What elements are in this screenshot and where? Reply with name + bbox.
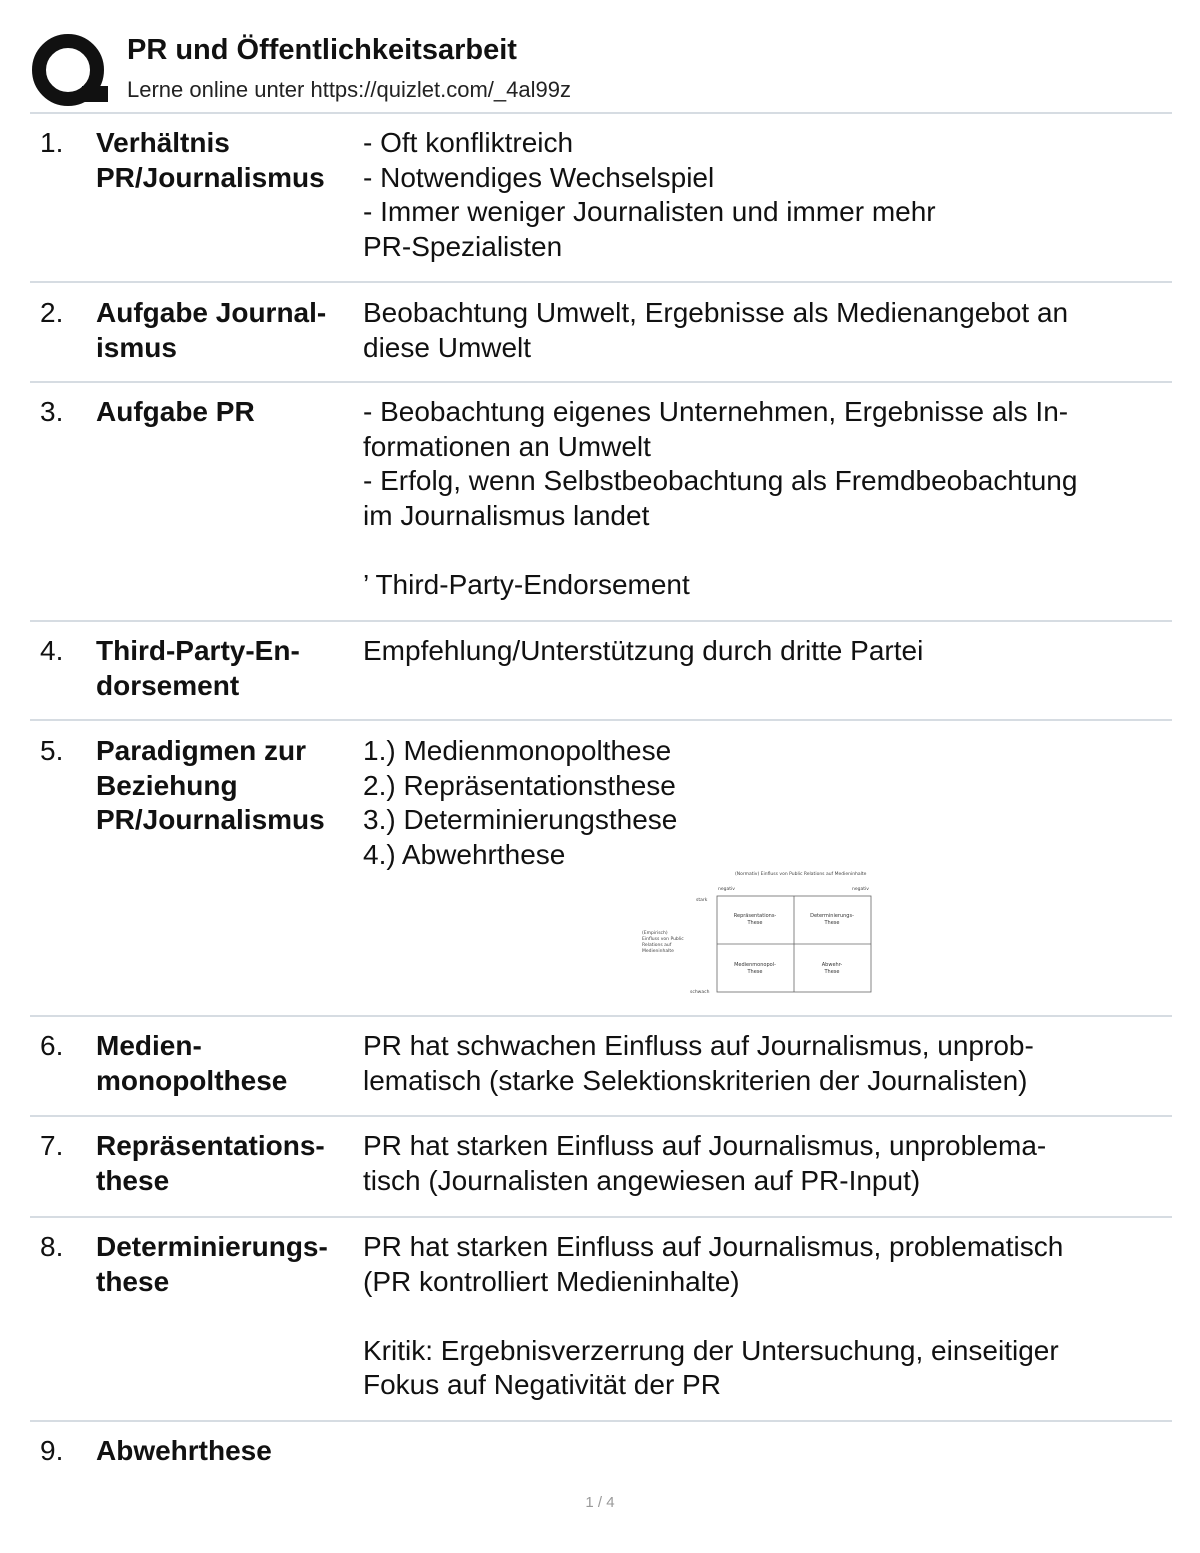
divider (30, 112, 1172, 114)
document-header (30, 28, 1172, 108)
card-definition (363, 1230, 1173, 1403)
definition-line: 2.) Repräsentationsthese (363, 769, 676, 801)
card-term (96, 1129, 358, 1198)
diagram-side-label: Medieninhalte (642, 949, 674, 954)
divider (30, 620, 1172, 622)
card-term (96, 126, 358, 195)
term-line: Beziehung (96, 769, 238, 801)
definition-line: PR hat starken Einfluss auf Journalismus, problematisch (363, 1231, 1064, 1262)
card-number: 3. (40, 396, 64, 427)
diagram-top-right: negativ (852, 887, 869, 892)
diagram-side-label: (Empirisch) (642, 931, 668, 936)
term-line: Third-Party-En- (96, 635, 300, 666)
definition-line: - Erfolg, wenn Selbstbeobachtung als Fremdbeobachtung (363, 465, 1078, 496)
diagram-cell-label: These (747, 920, 763, 926)
term-line: dorsement (96, 669, 240, 701)
term-line: monopolthese (96, 1064, 288, 1096)
card-definition (363, 734, 1173, 872)
definition-line: Beobachtung Umwelt, Ergebnisse als Medienangebot an (363, 297, 1069, 328)
diagram-top-left: negativ (718, 887, 735, 892)
card-number: 7. (40, 1130, 64, 1161)
card-term (96, 296, 358, 365)
quizlet-q-logo (30, 32, 110, 112)
definition-line: PR hat schwachen Einfluss auf Journalismus, unprob- (363, 1030, 1034, 1061)
term-line: Aufgabe PR (96, 396, 255, 427)
diagram-cell-label: Determinierungs- (810, 913, 854, 919)
definition-line: PR hat starken Einfluss auf Journalismus, unproblema- (363, 1130, 1047, 1161)
definition-line: 4.) Abwehrthese (363, 838, 566, 870)
card-number: 6. (40, 1030, 64, 1061)
definition-line: Empfehlung/Unterstützung durch dritte Partei (363, 635, 924, 666)
paradigm-matrix-diagram (640, 866, 880, 996)
divider (30, 1015, 1172, 1017)
diagram-cell-label: Medienmonopol- (734, 962, 776, 968)
definition-line: formationen an Umwelt (363, 430, 651, 462)
card-term (96, 1434, 358, 1469)
diagram-cell-label: These (824, 920, 840, 926)
definition-blank-line (363, 533, 1173, 568)
definition-line: lematisch (starke Selektionskriterien der Journalisten) (363, 1064, 1028, 1096)
term-line: Aufgabe Journal- (96, 297, 327, 328)
term-line: Determinierungs- (96, 1231, 328, 1262)
definition-line: (PR kontrolliert Medieninhalte) (363, 1265, 740, 1297)
diagram-cell-label: These (747, 969, 763, 975)
definition-line: - Immer weniger Journalisten und immer mehr (363, 196, 936, 227)
term-line: these (96, 1164, 170, 1196)
document-title: PR und Öffentlichkeitsarbeit (127, 34, 517, 66)
divider (30, 1420, 1172, 1422)
definition-line: ’ Third-Party-Endorsement (363, 568, 690, 600)
document-subtitle: Lerne online unter https://quizlet.com/_4al99z (127, 77, 571, 102)
card-definition (363, 296, 1173, 365)
term-line: Verhältnis (96, 127, 230, 158)
diagram-left-bottom: schwach (690, 990, 710, 995)
page-number: 1 / 4 (585, 1494, 615, 1511)
diagram-left-top: stark (696, 898, 708, 903)
definition-line: - Beobachtung eigenes Unternehmen, Ergebnisse als In- (363, 396, 1069, 427)
definition-line: im Journalismus landet (363, 499, 650, 531)
card-definition (363, 1029, 1173, 1098)
card-number: 5. (40, 735, 64, 766)
card-term (96, 634, 358, 703)
term-line: these (96, 1265, 170, 1297)
term-line: ismus (96, 331, 177, 363)
definition-line: 1.) Medienmonopolthese (363, 735, 672, 766)
term-line: PR/Journalismus (96, 804, 325, 835)
divider (30, 281, 1172, 283)
definition-line: Kritik: Ergebnisverzerrung der Untersuchung, einseitiger (363, 1334, 1059, 1366)
term-line: Abwehrthese (96, 1435, 272, 1466)
card-number: 8. (40, 1231, 64, 1262)
card-definition (363, 126, 1173, 264)
diagram-cell-label: These (824, 969, 840, 975)
card-number: 2. (40, 297, 64, 328)
diagram-cell-label: Repräsentations- (733, 913, 777, 919)
card-definition (363, 395, 1173, 602)
card-term (96, 395, 358, 430)
definition-line: - Notwendiges Wechselspiel (363, 161, 715, 193)
diagram-side-label: Relations auf (642, 943, 672, 948)
definition-line: PR-Spezialisten (363, 230, 563, 262)
divider (30, 381, 1172, 383)
card-number: 1. (40, 127, 64, 158)
divider (30, 1216, 1172, 1218)
divider (30, 719, 1172, 721)
diagram-cell-label: Abwehr- (821, 962, 843, 968)
card-term (96, 734, 358, 838)
diagram-side-label: Einfluss von Public (642, 937, 684, 942)
card-number: 4. (40, 635, 64, 666)
definition-line: tisch (Journalisten angewiesen auf PR-Input) (363, 1164, 921, 1196)
term-line: Medien- (96, 1030, 202, 1061)
term-line: Repräsentations- (96, 1130, 325, 1161)
definition-line: - Oft konfliktreich (363, 127, 574, 158)
definition-blank-line (363, 1299, 1173, 1334)
term-line: PR/Journalismus (96, 161, 325, 193)
definition-line: 3.) Determinierungsthese (363, 804, 678, 835)
diagram-top-label: (Normativ) Einfluss von Public Relations auf Medieninhalte (735, 872, 867, 877)
card-term (96, 1029, 358, 1098)
card-number: 9. (40, 1435, 64, 1466)
definition-line: Fokus auf Negativität der PR (363, 1369, 721, 1400)
card-definition (363, 1129, 1173, 1198)
term-line: Paradigmen zur (96, 735, 307, 766)
card-definition (363, 634, 1173, 669)
definition-line: diese Umwelt (363, 331, 532, 363)
card-term (96, 1230, 358, 1299)
divider (30, 1115, 1172, 1117)
